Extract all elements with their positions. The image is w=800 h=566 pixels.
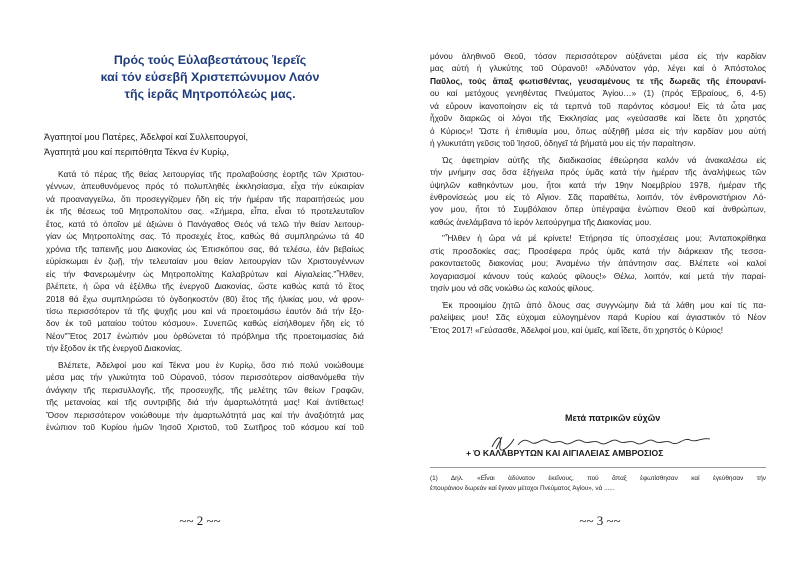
text-line: ἡ γλυκυτάτη γεῦσις τοῦ Ἰησοῦ, ὁδηγεῖ τά βήματά μου εἰς τήν παραίτησιν. [430,138,696,149]
text-line: ρακονταετοῦς διακονίας μου; Ἀναμένω τήν ἀπάντησιν σας. Βλέπετε «οἱ καλοί [430,258,766,269]
text-line: εὑρίσκωμαι ἐν ζωῇ, τήν τελευταίαν μου θείαν λειτουργίαν τῶν Χριστουγέννων [46,256,364,267]
text-line: τήν ἔξοδον ἐκ τῆς ἐνεργοῦ Διακονίας. [46,343,183,354]
text-line: χρόνια τῆς ταπεινῆς μου Διακονίας ὡς Ἐπισκόπου σας, θά τελέσω, ἐάν βεβαίως [46,243,364,254]
text-line: ἐνθρονίσεώς μου εἰς τό Αἴγιον. Σᾶς παραθέτω, λοιπόν, τόν ἐνθρονιστήριον Λό- [430,191,766,202]
text-line: Κατά τό πέρας τῆς θείας λειτουργίας τῆς προλαβούσης ἑορτῆς τῶν Χριστου- [58,169,364,179]
text-line: 2018 θά ἔχω συμπληρώσει τό ὀγδοηκοστόν (80) ἔτος τῆς ἡλικίας μου, νά φρον- [46,293,364,304]
footnote [430,467,766,493]
text-line: γέννων, ἀπευθυνόμενος πρός τό πολυπληθές ἐκκλησίασμα, εἶχα τήν εὐκαιρίαν [46,181,364,192]
text-line: νά προαναγγείλω, ὅτι προσεγγίζομεν ἤδη εἰς τήν ἡμέραν τῆς παραιτήσεώς μου [46,193,364,204]
text-line: δον ἐκ τοῦ ματαίου τούτου κόσμου». Συνεπῶς καθώς εἰσήλθομεν ἤδη εἰς τό [46,318,364,329]
text-line: μέσα μας τήν γλυκύτητα τοῦ Οὐρανοῦ, τόσον περισσότερον αἰσθανόμεθα τήν [46,372,364,383]
signoff: Μετά πατρικῶν εὐχῶν [565,413,661,423]
text-line: Ὅσον περισσότερον νοιώθουμε τήν ἁμαρτωλότητά μας καί τήν ἀναξιότητά μας [46,409,364,420]
title-line: Πρός τούς Εὐλαβεστάτους Ἱερεῖς [113,53,307,67]
text-line: λογαριασμοί κάνουν τούς καλούς φίλους!» Θέλω, λοιπόν, καί μετά τήν παραί- [430,270,766,281]
text-line: ἔτος, κατά τό ὁποῖον μέ ἀξιώνει ὁ Πανάγαθος Θεός νά τελῶ τήν θείαν λειτουρ- [46,218,364,229]
page-title [60,52,360,103]
text-line: νά εὕρουν ἱκανοποίησιν εἰς τά τερπνά τοῦ παρόντος κόσμου! Εἰς τά ὦτα μας [430,100,766,111]
text-line: στίς προσδοκίες σας; Προσέφερα πρός ὑμᾶς κατά τήν διάρκειαν τῆς τεσσα- [430,245,766,256]
greeting-line: Ἀγαπητοί μου Πατέρες, Ἀδελφοί καί Συλλειτουργοί, [44,132,249,142]
letter-body [46,168,364,434]
title-line: καί τόν εὐσεβῆ Χριστεπώνυμον Λαόν [100,70,320,84]
text-line: ὑψηλῶν καθηκόντων μου, ἤτοι κατά τήν 19ην Νοεμβρίου 1978, ἡμέραν τῆς [430,179,766,190]
text-line: εἰς τήν Φανερωμένην ὡς Μητροπολίτης Καλαβρύτων καί Αἰγιαλείας."Ἦλθεν, [46,268,364,279]
text-line: ραλείψεις μου! Σᾶς εὐχομαι εὐλογημένον παρά Κυρίου καί ἁγιαστικόν τό Νέον [430,312,766,323]
letter-body [430,50,766,336]
text-line: ἦχοῦν διαρκῶς οἱ λόγοι τῆς Ἐκκλησίας μας «γεύσασθε καί ἴδετε ὅτι χρηστός [430,113,766,124]
text-line: τίσω περισσότερον τά τῆς ψυχῆς μου καί νά προετοιμάσω ἑαυτόν διά τήν ἔξο- [46,305,364,316]
text-line: Ἔτος 2017! «Γεύσασθε, Ἀδελφοί μου, καί ὑμεῖς, καί ἴδετε, ὅτι χρηστός ὁ Κύριος! [430,324,724,335]
title-line: τῆς ἱερᾶς Μητροπόλεώς μας. [124,87,296,101]
text-line: Νέον"Ἔτος 2017 ἐνώπιόν μου ὀρθώνεται τό πρόβλημα τῆς προετοιμασίας διά [46,330,364,341]
text-line: ἀνάγκην τῆς περισυλλογῆς, τῆς προσευχῆς, τῆς μελέτης τῶν θείων Γραφῶν, [46,384,364,395]
text-line: ἐνώπιον τοῦ Κυρίου ἡμῶν Ἰησοῦ Χριστοῦ, τοῦ Σωτῆρος τοῦ κόσμου καί τοῦ [46,422,364,433]
text-line: "Ἦλθεν ἡ ὥρα νά μέ κρίνετε! Ἐτήρησα τίς ὑποσχέσεις μου; Ἀνταποκρίθηκα [442,233,766,244]
text-line: Βλέπετε, Ἀδελφοί μου καί Τέκνα μου ἐν Κυρίῳ, ὅσο πιό πολύ νοιώθουμε [58,359,364,370]
page-number: ~~ 2 ~~ [179,513,221,528]
text-line: τῆς μετανοίας καί τῆς συντριβῆς διά τήν ἁμαρτωλότητά μας! Καί ἀντίθετως! [46,397,364,408]
text-line: καθώς ἀνελάμβανα τό ἱερόν λειτούργημα τῆς Διακονίας μου. [430,216,652,227]
text-line: Ἐκ προοιμίου ζητῶ ἀπό ὅλους σας συγγνώμην διά τά λάθη μου καί τίς πα- [442,299,766,310]
text-line: ὁ Κύριος»! Ὥστε ἡ ἐπιθυμία μου, ὅπως αὐξηθῇ μέσα εἰς τήν καρδίαν μου αὐτή [430,125,766,136]
text-line: γον μου, ἤτοι τό Συμβόλαιον ὅπερ ὑπέγραψα ἐνώπιον Θεοῦ καί ἀνθρώπων, [430,204,766,215]
text-line: ου καί μετόχους γενηθέντας Πνεύματος Ἁγίου…» (1) (πρός Ἑβραίους, 6, 4-5) [430,88,766,99]
right-page [400,0,800,566]
text-line: μόνου ἀληθινοῦ Θεοῦ, τόσον περισσότερον αὐξάνεται μέσα εἰς τήν καρδίαν [430,51,766,61]
signer-name: + Ὁ ΚΑΛΑΒΡΥΤΩΝ ΚΑΙ ΑΙΓΙΑΛΕΙΑΣ ΑΜΒΡΟΣΙΟΣ [466,448,664,458]
text-line: ἐκ τῆς θέσεως τοῦ Μητροπολίτου σας. «Σήμερα, εἶπα, εἶναι τό προτελευταῖον [46,206,364,217]
footnote-line: ἐπουράνιον δωρεάν καί ἔγιναν μέτοχοι Πνεύματος Ἁγίου», νά ...... [430,484,615,492]
text-line: βλέπετε, ἡ ὥρα νά ἐξέλθω τῆς ἐνεργοῦ Διακονίας, ὥστε καθώς κατά τό ἔτος [46,281,364,292]
page-number: ~~ 3 ~~ [579,513,621,528]
text-line: γίαν ὡς Μητροπολίτης σας. Τό προσεχές ἔτος, καθώς θά συμπληρώνω τά 40 [46,231,364,242]
text-line: Παῦλος, τούς ἅπαξ φωτισθέντας, γευσαμένους τε τῆς δωρεᾶς τῆς ἐπουρανί- [430,75,766,86]
text-line: τήν μνήμην σας ὅσα ἐξήγειλα πρός ὑμᾶς κατά τήν ἡμέραν τῆς ἀναλήψεως τῶν [430,167,766,178]
footnote-line: (1) Δηλ. «Εἶναι ἀδύνατον ἐκεῖνους, πού ἅπαξ ἐφωτίσθησαν καί ἐγεύθησαν τήν [430,475,766,482]
greeting [44,130,248,160]
greeting-line: Ἀγαπητά μου καί περιπόθητα Τέκνα ἐν Κυρίῳ, [44,147,230,157]
text-line: Ὡς ἀφετηρίαν αὐτῆς τῆς διαδικασίας ἐθεώρησα καλόν νά ἀνακαλέσω εἰς [442,154,766,165]
text-line: τησίν μου νά σᾶς νοιώθω ὡς καλούς φίλους. [430,283,595,294]
text-line: μας αὐτή ἡ γλυκύτης τοῦ Οὐρανοῦ! «Ἀδύνατον γάρ, λέγει καί ὁ Ἀπόστολος [430,63,766,74]
